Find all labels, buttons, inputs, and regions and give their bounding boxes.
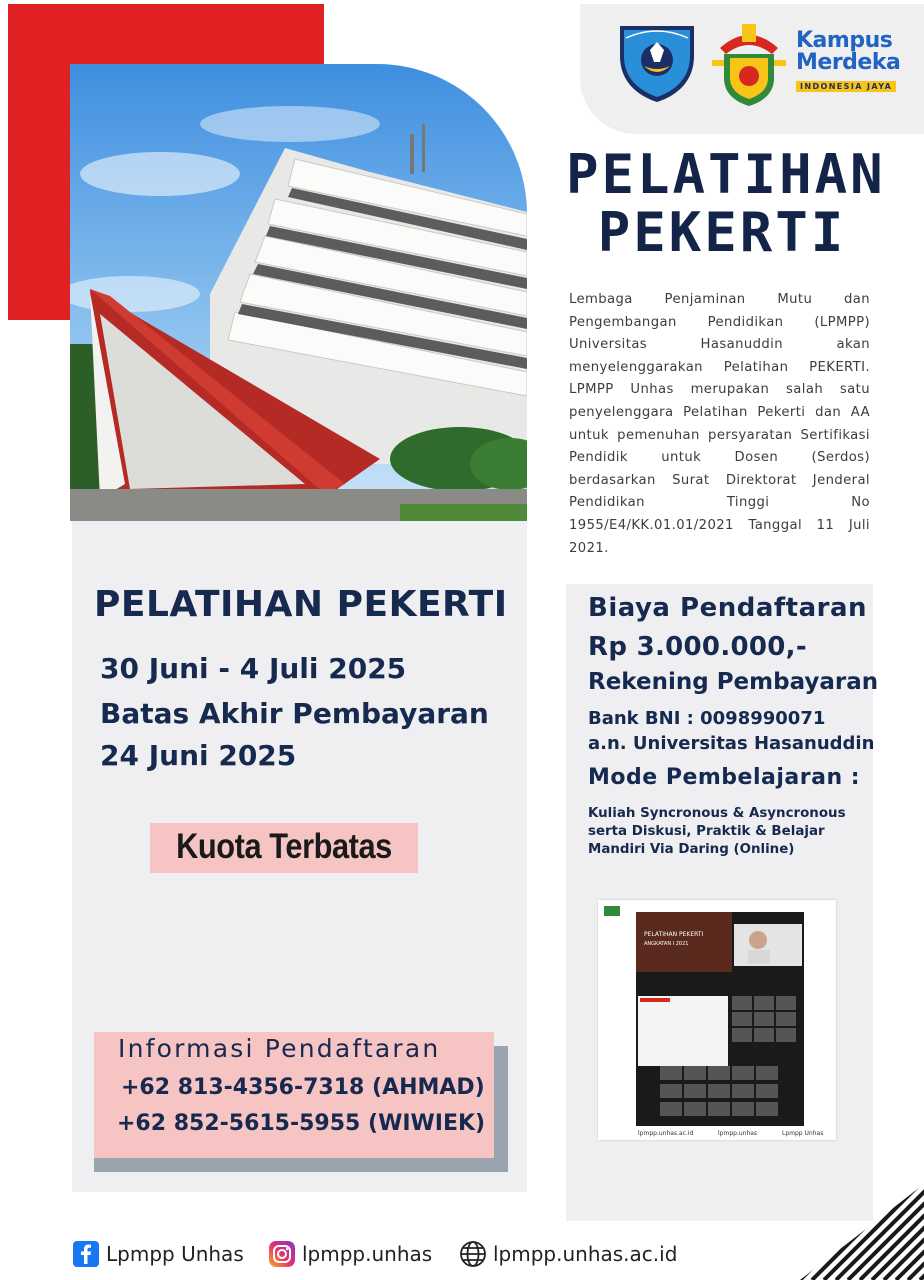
learning-mode-description: Kuliah Syncronous & Asyncronous serta Diskusi, Praktik & Belajar Mandiri Via Daring (Online): [588, 806, 846, 857]
website-label: lpmpp.unhas.ac.id: [493, 1242, 678, 1266]
website-link[interactable]: [459, 1240, 677, 1268]
screenshot-footer-fb: Lpmpp Unhas: [782, 1130, 824, 1137]
program-description: Lembaga Penjaminan Mutu dan Pengembangan Pendidikan (LPMPP) Universitas Hasanuddin akan menyelenggarakan Pelatihan PEKERTI. LPMPP Unhas merupakan salah satu penyelenggara Pelatihan Pekerti dan AA untuk pemenuhan persyaratan Sertifikasi Pendidik untuk Dosen (Serdos) berdasarkan Surat Direktorat Jenderal Pendidikan Tinggi No 1955/E4/KK.01.01/2021 Tanggal 11 Juli 2021.: [569, 292, 870, 556]
bank-account: Bank BNI : 0098990071: [588, 708, 826, 729]
account-label: Rekening Pembayaran: [588, 669, 879, 695]
kampus-merdeka-band: INDONESIA JAYA: [796, 81, 896, 92]
screenshot-footer-ig: lpmpp.unhas: [718, 1130, 758, 1137]
campus-building-photo: [70, 64, 527, 521]
fee-amount: Rp 3.000.000,-: [588, 632, 807, 662]
instagram-label: lpmpp.unhas: [302, 1242, 433, 1266]
globe-icon: [459, 1240, 487, 1268]
tut-wuri-handayani-logo: [614, 20, 700, 104]
learning-mode-label: Mode Pembelajaran :: [588, 765, 861, 790]
contact-phone-wiwiek[interactable]: +62 852-5615-5955 (WIWIEK): [117, 1111, 486, 1136]
page-title: [566, 143, 886, 264]
event-title: PELATIHAN PEKERTI: [94, 584, 508, 625]
registration-heading: Informasi Pendaftaran: [118, 1034, 441, 1063]
deadline-date: 24 Juni 2025: [100, 739, 297, 772]
account-holder: a.n. Universitas Hasanuddin: [588, 733, 875, 754]
instagram-link[interactable]: [268, 1240, 432, 1268]
facebook-icon: [72, 1240, 100, 1268]
online-class-screenshot: [598, 900, 836, 1140]
quota-badge: [150, 823, 418, 873]
kampus-merdeka-text-1: Kampus: [796, 28, 893, 53]
decorative-stripes: [800, 1184, 924, 1280]
screenshot-footer-web: lpmpp.unhas.ac.id: [638, 1130, 694, 1137]
kampus-merdeka-text-2: Merdeka: [796, 50, 901, 75]
unhas-logo: [712, 20, 786, 106]
event-dates: 30 Juni - 4 Juli 2025: [100, 652, 407, 685]
deadline-label: Batas Akhir Pembayaran: [100, 697, 489, 730]
facebook-label: Lpmpp Unhas: [106, 1242, 244, 1266]
title-line-2: PEKERTI: [597, 201, 847, 264]
kampus-merdeka-logo: [796, 30, 910, 98]
slide-subtitle: ANGKATAN I 2021: [644, 941, 689, 947]
quota-text: Kuota Terbatas: [176, 827, 392, 866]
contact-phone-ahmad[interactable]: +62 813-4356-7318 (AHMAD): [121, 1075, 485, 1100]
facebook-link[interactable]: [72, 1240, 244, 1268]
title-line-1: PELATIHAN: [566, 143, 886, 206]
slide-title: PELATIHAN PEKERTI: [644, 931, 704, 938]
instagram-icon: [268, 1240, 296, 1268]
fee-label: Biaya Pendaftaran: [588, 593, 868, 623]
